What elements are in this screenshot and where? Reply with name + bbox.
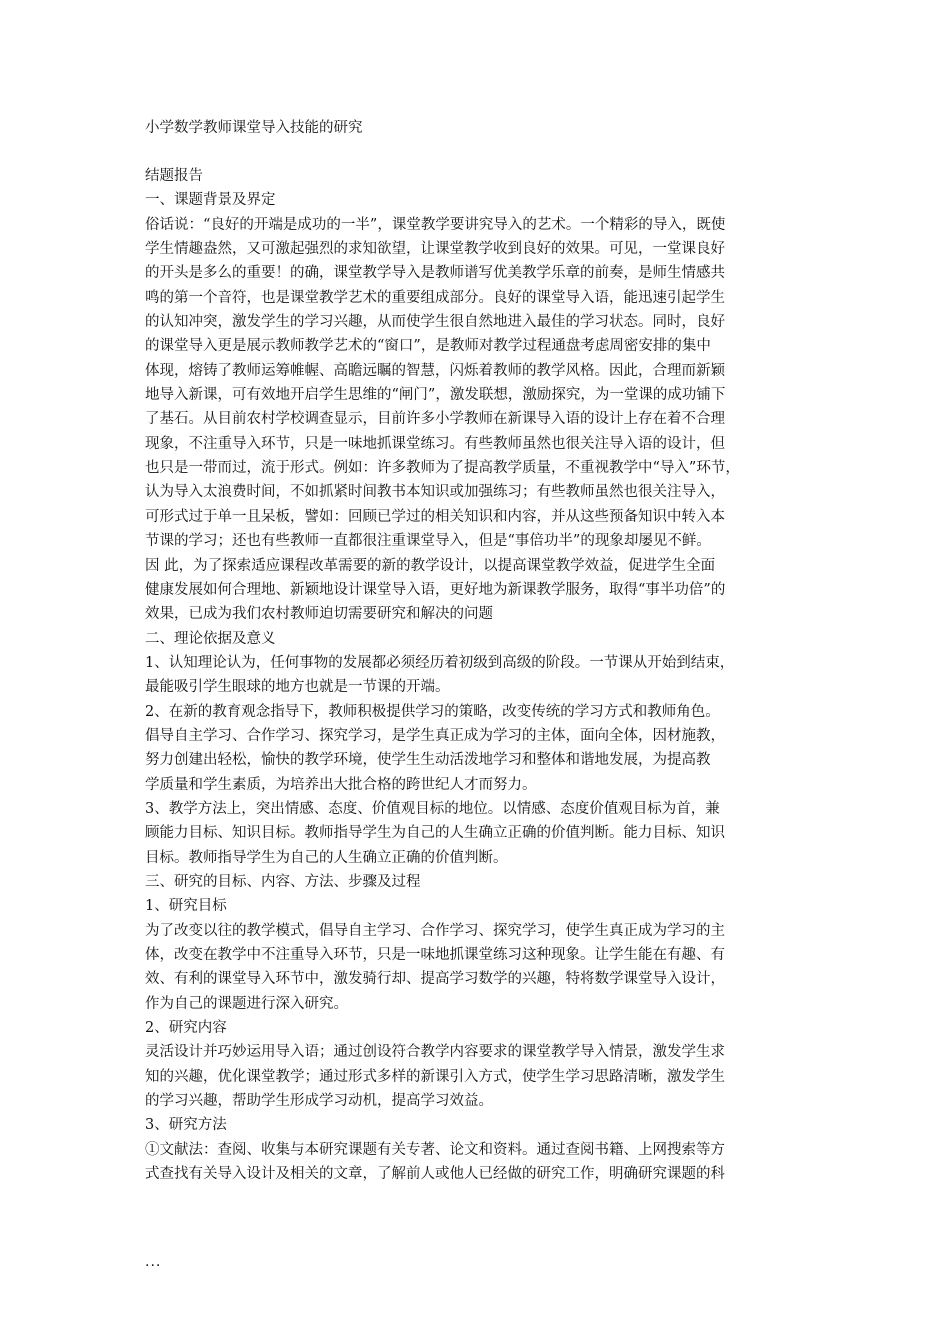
text-line: 式查找有关导入设计及相关的文章，了解前人或他人已经做的研究工作，明确研究课题的科 (145, 1166, 725, 1183)
text-line: 的课堂导入更是展示教师教学艺术的“窗口”，是教师对教学过程通盘考虑周密安排的集中 (145, 338, 711, 355)
text-line: 鸣的第一个音符，也是课堂教学艺术的重要组成部分。良好的课堂导入语，能迅速引起学生 (145, 289, 725, 306)
text-line: 体，改变在教学中不注重导入环节，只是一味地抓课堂练习这种现象。让学生能在有趣、有 (145, 947, 725, 963)
text-line: 效、有利的课堂导入环节中，激发骑行却、提高学习数学的兴趣，特将数学课堂导入设计， (145, 971, 725, 988)
text-line: 为了改变以往的教学模式，倡导自主学习、合作学习、探究学习，使学生真正成为学习的主 (145, 922, 725, 939)
text-line: 2、在新的教育观念指导下，教师积极提供学习的策略，改变传统的学习方式和教师角色。 (145, 703, 720, 720)
text-line: 三、研究的目标、内容、方法、步骤及过程 (145, 873, 421, 890)
text-line: ①文献法：查阅、收集与本研究课题有关专著、论文和资料。通过查阅书籍、上网搜索等方 (145, 1141, 725, 1158)
text-line: 也只是一带而过，流于形式。例如：许多教师为了提高教学质量，不重视教学中“导入”环节， (145, 460, 740, 477)
text-line: 健康发展如何合理地、新颖地设计课堂导入语，更好地为新课教学服务，取得“事半功倍”的 (145, 581, 726, 598)
document-title: 小学数学教师课堂导入技能的研究 (145, 120, 363, 136)
text-line: 目标。教师指导学生为自己的人生确立正确的价值判断。 (145, 849, 508, 866)
text-line: 1、认知理论认为，任何事物的发展都必须经历着初级到高级的阶段。一节课从开始到结束， (145, 654, 735, 671)
text-line: 学生情趣盎然，又可激起强烈的求知欲望，让课堂教学收到良好的效果。可见，一堂课良好 (145, 241, 725, 258)
text-line: 俗话说：“良好的开端是成功的一半”，课堂教学要讲究导入的艺术。一个精彩的导入，既使 (145, 216, 726, 233)
text-line: 知的兴趣，优化课堂教学；通过形式多样的新课引入方式，使学生学习思路清晰，激发学生 (145, 1068, 725, 1085)
text-line: 的认知冲突，激发学生的学习兴趣，从而使学生很自然地进入最佳的学习状态。同时，良好 (145, 314, 725, 331)
text-line: 3、教学方法上，突出情感、态度、价值观目标的地位。以情感、态度价值观目标为首，兼 (145, 800, 720, 817)
text-line: 效果，已成为我们农村教师迫切需要研究和解决的问题 (145, 606, 493, 623)
text-line: 体现，熔铸了教师运筹帷幄、高瞻远瞩的智慧，闪烁着教师的教学风格。因此，合理而新颖 (145, 362, 725, 379)
page-continuation-dots: ... (145, 1254, 162, 1270)
document-body (145, 164, 825, 1186)
text-line: 作为自己的课题进行深入研究。 (145, 995, 348, 1012)
text-line: 节课的学习；还也有些教师一直都很注重课堂导入，但是“事倍功半”的现象却屡见不鲜。 (145, 533, 711, 550)
text-line: 的开头是多么的重要！的确，课堂教学导入是教师谱写优美教学乐章的前奏，是师生情感共 (145, 265, 725, 282)
text-line: 可形式过于单一且呆板，譬如：回顾已学过的相关知识和内容，并从这些预备知识中转入本 (145, 508, 725, 525)
text-line: 灵活设计并巧妙运用导入语；通过创设符合教学内容要求的课堂教学导入情景，激发学生求 (145, 1044, 725, 1061)
text-line: 的学习兴趣，帮助学生形成学习动机，提高学习效益。 (145, 1093, 493, 1110)
text-line: 最能吸引学生眼球的地方也就是一节课的开端。 (145, 679, 450, 696)
text-line: 2、研究内容 (145, 1020, 227, 1037)
text-line: 3、研究方法 (145, 1117, 227, 1134)
text-line: 因 此，为了探索适应课程改革需要的新的教学设计，以提高课堂教学效益，促进学生全面 (145, 557, 716, 574)
text-line: 1、研究目标 (145, 898, 227, 915)
text-line: 顾能力目标、知识目标。教师指导学生为自己的人生确立正确的价值判断。能力目标、知识 (145, 825, 725, 842)
text-line: 认为导入太浪费时间，不如抓紧时间教书本知识或加强练习；有些教师虽然也很关注导入， (145, 484, 725, 501)
text-line: 一、课题背景及界定 (145, 192, 276, 209)
text-line: 二、理论依据及意义 (145, 630, 276, 647)
text-line: 努力创建出轻松，愉快的教学环境，使学生生动活泼地学习和整体和谐地发展，为提高教 (145, 752, 711, 769)
text-line: 结题报告 (145, 168, 203, 184)
text-line: 现象，不注重导入环节，只是一味地抓课堂练习。有些教师虽然也很关注导入语的设计，但 (145, 435, 725, 452)
text-line: 了基石。从目前农村学校调查显示，目前许多小学教师在新课导入语的设计上存在着不合理 (145, 411, 725, 428)
text-line: 学质量和学生素质，为培养出大批合格的跨世纪人才而努力。 (145, 776, 537, 793)
text-line: 倡导自主学习、合作学习、探究学习，是学生真正成为学习的主体，面向全体，因材施教， (145, 727, 725, 744)
text-line: 地导入新课，可有效地开启学生思维的“闸门”，激发联想，激励探究，为一堂课的成功铺下 (145, 387, 726, 404)
